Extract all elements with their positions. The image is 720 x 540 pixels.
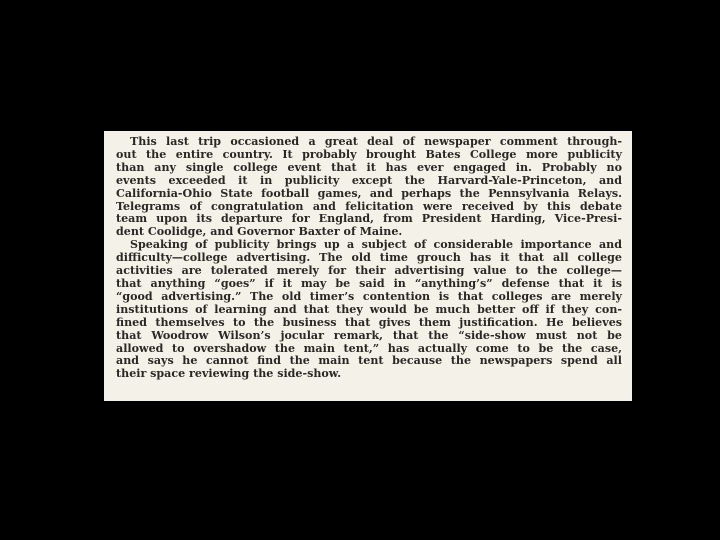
text-line: Telegrams of congratulation and felicitation were received by this debate: [116, 199, 622, 213]
text-line: team upon its departure for England, from President Harding, Vice-Presi-: [116, 212, 622, 226]
text-line: California-Ohio State football games, and perhaps the Pennsylvania Relays.: [116, 186, 622, 200]
text-line: allowed to overshadow the main tent,” has actually come to be the case,: [116, 341, 622, 355]
paragraph-2: [116, 239, 622, 381]
text-line: their space reviewing the side-show.: [116, 367, 342, 381]
text-line: This last trip occasioned a great deal of newspaper comment through-: [130, 135, 622, 148]
text-line: that Woodrow Wilson’s jocular remark, that the “side-show must not be: [116, 328, 622, 342]
paragraph-1: [116, 136, 622, 239]
text-line: institutions of learning and that they would be much better off if they con-: [116, 302, 622, 316]
text-line: activities are tolerated merely for their advertising value to the college—: [116, 264, 622, 278]
text-line: “good advertising.” The old timer’s contention is that colleges are merely: [116, 289, 622, 303]
text-line: difficulty—college advertising. The old time grouch has it that all college: [116, 251, 622, 265]
text-line: events exceeded it in publicity except the Harvard-Yale-Princeton, and: [116, 173, 622, 187]
scanned-document-page: [104, 131, 632, 401]
text-line: Speaking of publicity brings up a subject of considerable importance and: [130, 238, 622, 252]
text-line: out the entire country. It probably brought Bates College more publicity: [116, 147, 622, 161]
text-line: that anything “goes” if it may be said in “anything’s” defense that it is: [116, 276, 622, 290]
text-line: dent Coolidge, and Governor Baxter of Maine.: [116, 225, 403, 239]
text-line: and says he cannot find the main tent because the newspapers spend all: [116, 354, 622, 368]
text-line: fined themselves to the business that gives them justification. He believes: [116, 315, 622, 329]
text-line: than any single college event that it has ever engaged in. Probably no: [116, 160, 622, 174]
